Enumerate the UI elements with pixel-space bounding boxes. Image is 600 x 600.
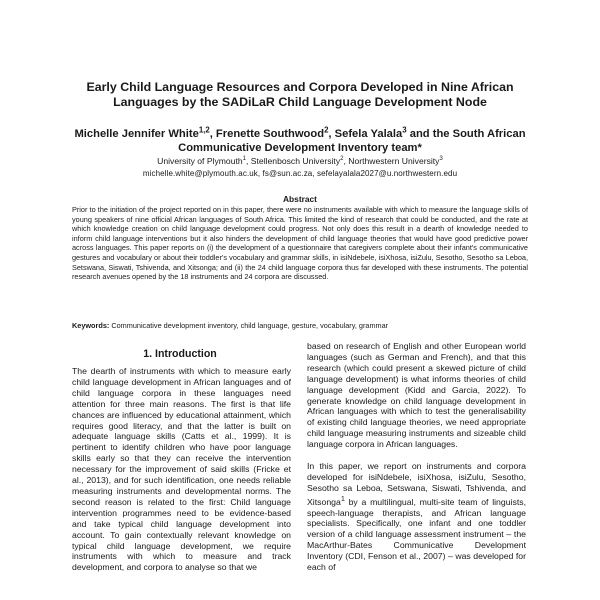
abstract-heading: Abstract [283, 194, 317, 204]
affiliation-1-number: 1 [242, 156, 247, 163]
intro-paragraph-2: based on research of English and other European world languages (such as German and French), and that this research (which could present a skewed picture of child language development) is what informs theories of child language development (Kidd and Garcia, 2022). To generate knowledge on child language development in African languages with which to test the generalisability of existing child language theories, we need appropriate child language measuring instruments and sizeable child language corpora in African languages. [307, 341, 526, 450]
abstract-text: Prior to the initiation of the project reported on in this paper, there were no instruments available with which to measure the language skills of young speakers of nine official African languages of South Africa. This limited the kind of research that could be conducted, and the rate at which knowledge creation on child language development could progress. Not only does this result in a dearth of knowledge needed to inform child language interventions but it also hinders the development of child language theories that would have good predictive power across languages. This paper reports on (i) the development of a questionnaire that caregivers complete about their infant's communicative gestures and vocabulary or about their toddler's vocabulary and grammar skills, in isiNdebele, isiXhosa, isiZulu, Sesotho, Sesotho sa Leboa, Setswana, Siswati, Tshivenda, and Xitsonga; and (ii) the 24 child language corpora thus far developed with these instruments. The potential research avenues opened by the 18 instruments and 24 corpora are discussed. [72, 205, 528, 282]
author-separator: , [209, 128, 216, 140]
affiliations [60, 156, 540, 167]
author-2-affil: 2 [324, 125, 329, 135]
author-1-affil: 1,2 [198, 125, 210, 135]
author-3-affil: 3 [402, 125, 407, 135]
affiliation-2-number: 2 [340, 156, 344, 163]
author-separator: , [328, 128, 335, 140]
author-1: Michelle Jennifer White [74, 128, 199, 140]
affiliation-1: University of Plymouth [157, 156, 243, 166]
paragraph-text: by a multilingual, multi-site team of linguists, speech-language therapists, and African language specialists. Specifically, one infant and one toddler version of a child language assessment instrument – the MacArthur-Bates Communicative Development Inventory (CDI, Fenson et al., 2007) – was developed for each of [307, 496, 526, 573]
author-emails: michelle.white@plymouth.ac.uk, fs@sun.ac.za, sefelayalala2027@u.northwestern.edu [142, 169, 458, 178]
section-heading-introduction: 1. Introduction [143, 348, 217, 360]
left-column [72, 366, 291, 600]
affiliation-separator: , [343, 156, 349, 166]
affiliation-separator: , [246, 156, 251, 166]
right-column [307, 341, 526, 600]
author-team: and the South African Communicative Development Inventory team* [178, 128, 526, 154]
footnote-ref: 1 [340, 493, 345, 503]
paper-title: Early Child Language Resources and Corpora Developed in Nine African Languages by the SADiLaR Child Language Development Node [86, 80, 514, 109]
author-2: Frenette Southwood [215, 128, 325, 140]
paragraph-text: In this paper, we report on instruments and corpora developed for isiNdebele, isiXhosa, isiZulu, Sesotho, Sesotho sa Leboa, Setswana, Siswati, Tshivenda, and Xitsonga [307, 461, 526, 507]
intro-paragraph-1: The dearth of instruments with which to measure early child language development in African languages and of child language corpora in these languages need attention for three main reasons. The first is that life chances are influenced by educational attainment, which requires good literacy, and that the latter is built on adequate language skills (Catts et al., 1999). It is pertinent to identify children who have poor language skills early so that they can receive the intervention necessary for the improvement of said skills (Fricke et al., 2013), and for such identification, one needs reliable measuring instruments and developmental norms. The second reason is related to the first: Child language intervention programmes need to be evidence-based and take typical child language development into account. To gain contextually relevant knowledge on typical child language development, we require instruments with which to measure and track development, and corpora to analyse so that we [72, 366, 291, 573]
affiliation-3-number: 3 [439, 156, 443, 163]
author-list [70, 127, 530, 155]
affiliation-2: Stellenbosch University [250, 156, 341, 166]
author-3: Sefela Yalala [334, 128, 403, 140]
keywords-label: Keywords: [72, 321, 110, 330]
keywords-list: Communicative development inventory, child language, gesture, vocabulary, grammar [109, 321, 389, 330]
affiliation-3: Northwestern University [348, 156, 440, 166]
intro-paragraph-3 [307, 461, 526, 573]
keywords [72, 321, 528, 331]
